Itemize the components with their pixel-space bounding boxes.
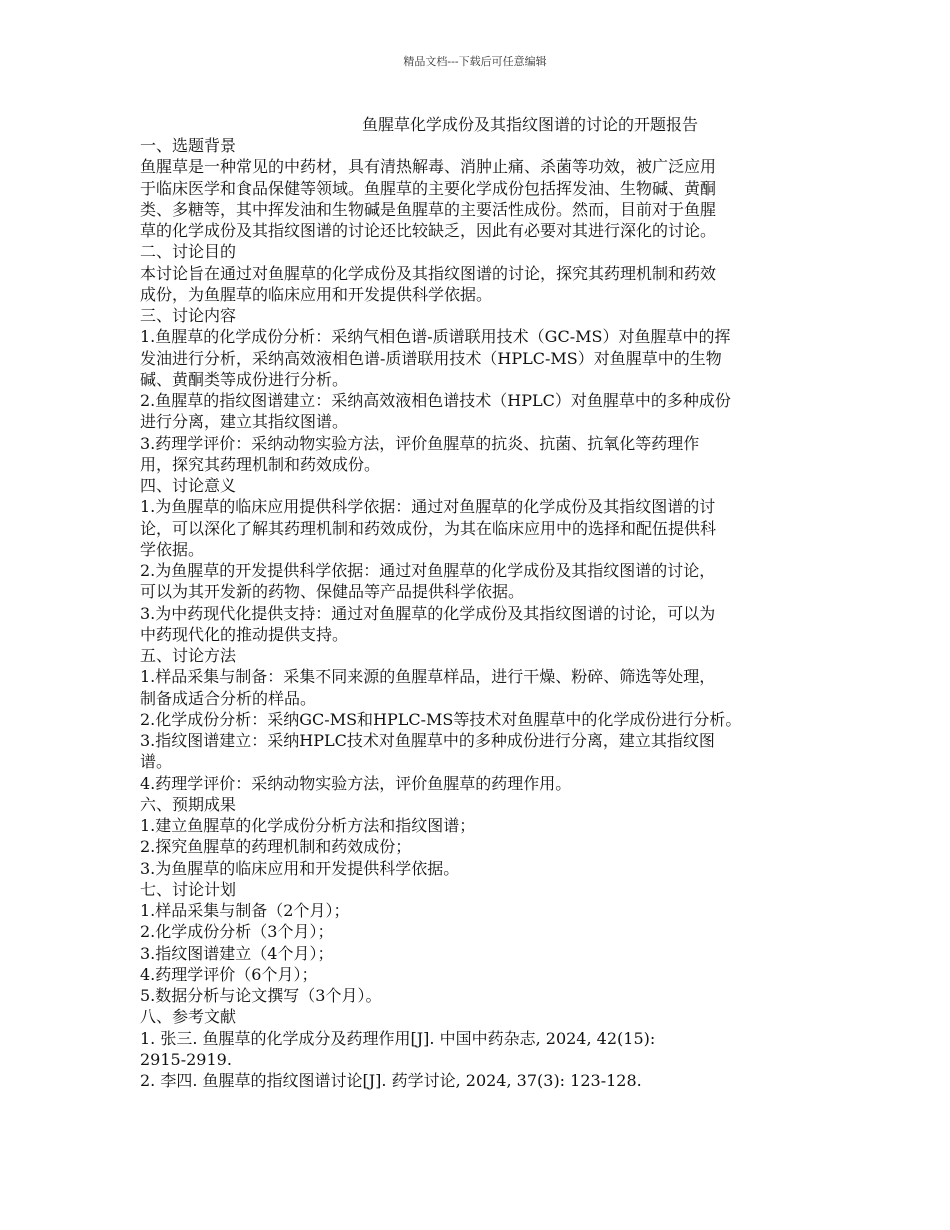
paragraph-line: 1.鱼腥草的化学成份分析：采纳气相色谱-质谱联用技术（GC-MS）对鱼腥草中的挥 <box>140 327 731 347</box>
reference-line: 2. 李四. 鱼腥草的指纹图谱讨论[J]. 药学讨论, 2024, 37(3): 123-128. <box>140 1071 642 1090</box>
list-item: 2.探究鱼腥草的药理机制和药效成份； <box>140 837 412 857</box>
paragraph-line: 1.样品采集与制备：采集不同来源的鱼腥草样品，进行干燥、粉碎、筛选等处理， <box>140 667 716 687</box>
paragraph-line: 鱼腥草是一种常见的中药材，具有清热解毒、消肿止痛、杀菌等功效，被广泛应用 <box>140 157 717 177</box>
list-item: 3.为鱼腥草的临床应用和开发提供科学依据。 <box>140 858 460 878</box>
section-heading: 三、讨论内容 <box>140 306 237 325</box>
paragraph-line: 4.药理学评价：采纳动物实验方法，评价鱼腥草的药理作用。 <box>140 773 572 793</box>
section-heading: 六、预期成果 <box>140 794 237 814</box>
paragraph-line: 制备成适合分析的样品。 <box>140 688 317 708</box>
document-title: 鱼腥草化学成份及其指纹图谱的讨论的开题报告 <box>362 115 699 134</box>
section-heading: 一、选题背景 <box>140 136 237 155</box>
paragraph-line: 可以为其开发新的药物、保健品等产品提供科学依据。 <box>140 582 525 602</box>
paragraph-line: 用，探究其药理机制和药效成份。 <box>140 454 381 474</box>
paragraph-line: 中药现代化的推动提供支持。 <box>140 624 349 644</box>
paragraph-line: 发油进行分析，采纳高效液相色谱-质谱联用技术（HPLC-MS）对鱼腥草中的生物 <box>140 348 722 368</box>
paragraph-line: 3.为中药现代化提供支持：通过对鱼腥草的化学成份及其指纹图谱的讨论，可以为 <box>140 603 716 623</box>
paragraph-line: 本讨论旨在通过对鱼腥草的化学成份及其指纹图谱的讨论，探究其药理机制和药效 <box>140 263 717 283</box>
list-item: 1.建立鱼腥草的化学成份分析方法和指纹图谱； <box>140 816 476 835</box>
paragraph-line: 成份，为鱼腥草的临床应用和开发提供科学依据。 <box>140 284 493 304</box>
paragraph-line: 1.为鱼腥草的临床应用提供科学依据：通过对鱼腥草的化学成份及其指纹图谱的讨 <box>140 497 716 517</box>
section-heading: 八、参考文献 <box>140 1007 237 1027</box>
section-heading: 五、讨论方法 <box>140 646 237 665</box>
paragraph-line: 2.为鱼腥草的开发提供科学依据：通过对鱼腥草的化学成份及其指纹图谱的讨论， <box>140 561 716 580</box>
paragraph-line: 类、多糖等，其中挥发油和生物碱是鱼腥草的主要活性成份。然而，目前对于鱼腥 <box>140 199 717 219</box>
paragraph-line: 学依据。 <box>140 539 205 559</box>
paragraph-line: 于临床医学和食品保健等领域。鱼腥草的主要化学成份包括挥发油、生物碱、黄酮 <box>140 178 717 198</box>
list-item: 4.药理学评价（6个月）； <box>140 964 318 984</box>
paragraph-line: 论，可以深化了解其药理机制和药效成份，为其在临床应用中的选择和配伍提供科 <box>140 518 717 538</box>
paragraph-line: 草的化学成份及其指纹图谱的讨论还比较缺乏，因此有必要对其进行深化的讨论。 <box>140 221 717 240</box>
list-item: 2.化学成份分析（3个月）； <box>140 922 334 942</box>
page-header: 精品文档---下载后可任意编辑 <box>403 55 547 68</box>
paragraph-line: 3.药理学评价：采纳动物实验方法，评价鱼腥草的抗炎、抗菌、抗氧化等药理作 <box>140 433 700 453</box>
list-item: 3.指纹图谱建立（4个月）； <box>140 943 334 963</box>
paragraph-line: 2.化学成份分析：采纳GC-MS和HPLC-MS等技术对鱼腥草中的化学成份进行分析。 <box>140 709 742 729</box>
paragraph-line: 2.鱼腥草的指纹图谱建立：采纳高效液相色谱技术（HPLC）对鱼腥草中的多种成份 <box>140 391 731 410</box>
reference-line: 1. 张三. 鱼腥草的化学成分及药理作用[J]. 中国中药杂志, 2024, 42(15): <box>140 1028 656 1048</box>
document-body <box>140 135 820 1091</box>
section-heading: 四、讨论意义 <box>140 476 237 495</box>
paragraph-line: 碱、黄酮类等成份进行分析。 <box>140 369 349 389</box>
paragraph-line: 进行分离，建立其指纹图谱。 <box>140 412 349 432</box>
reference-line: 2915-2919. <box>140 1049 232 1069</box>
paragraph-line: 3.指纹图谱建立：采纳HPLC技术对鱼腥草中的多种成份进行分离，建立其指纹图 <box>140 731 715 750</box>
section-heading: 七、讨论计划 <box>140 879 237 899</box>
paragraph-line: 谱。 <box>140 752 173 772</box>
list-item: 1.样品采集与制备（2个月）； <box>140 901 350 920</box>
section-heading: 二、讨论目的 <box>140 242 237 262</box>
list-item: 5.数据分析与论文撰写（3个月）。 <box>140 986 382 1005</box>
